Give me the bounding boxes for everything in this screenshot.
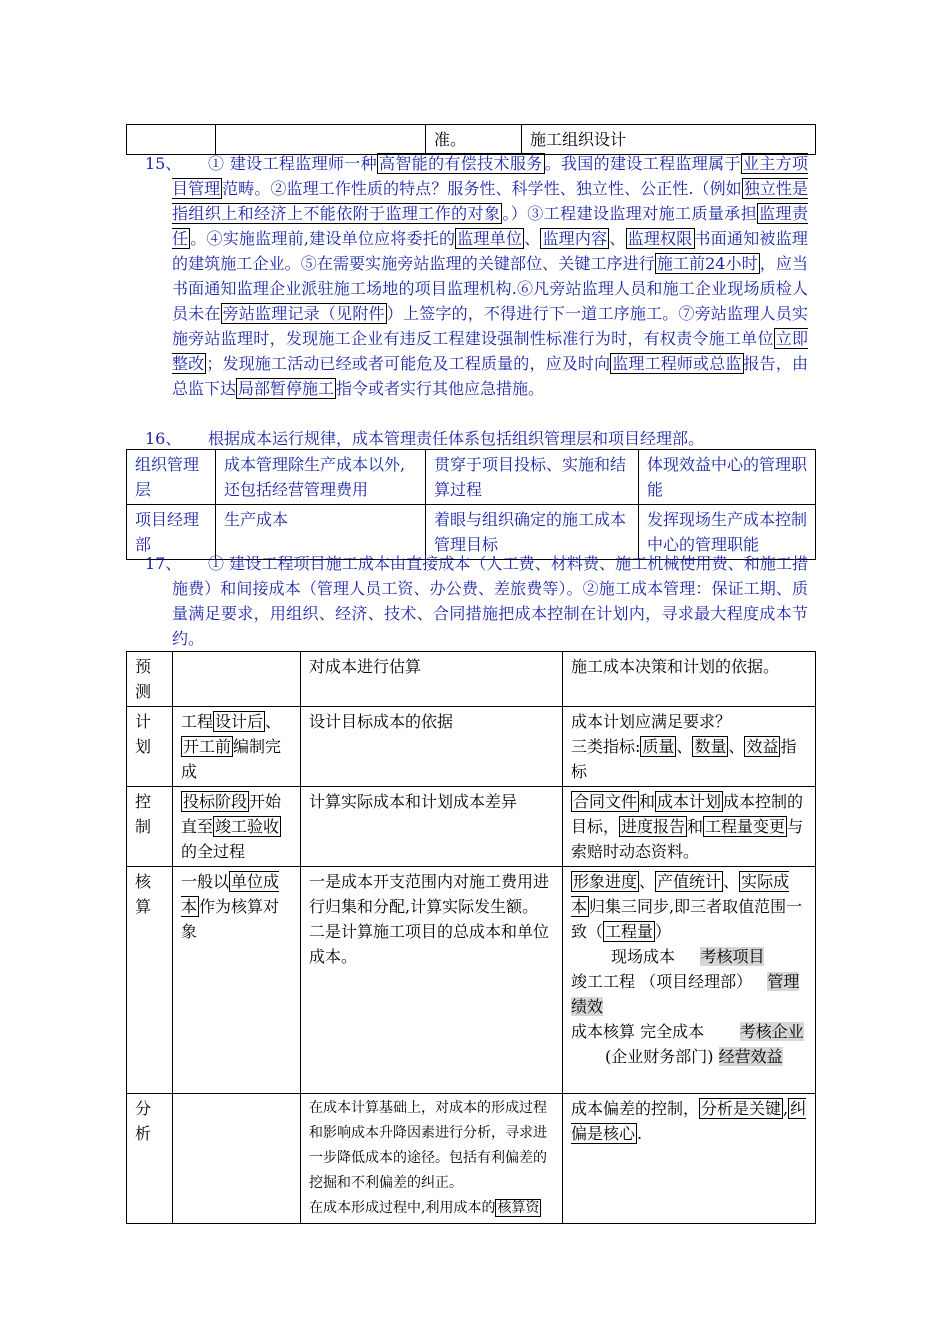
table-cell: 核算: [127, 867, 173, 1094]
text: 、: [723, 872, 740, 891]
text: 成本计划应满足要求？: [571, 712, 732, 731]
table-cell: 施工组织设计: [522, 125, 816, 155]
table-cell: 准。: [426, 125, 522, 155]
text: 、: [609, 229, 626, 248]
table-cell: [173, 787, 301, 867]
boxed-term: 投标阶段: [183, 792, 248, 811]
table-cell: 预测: [127, 652, 173, 707]
text: 。④实施监理前,建设单位应将委托的: [190, 229, 456, 248]
table-cell: 一是成本开支范围内对施工费用进行归集和分配,计算实际发生额。二是计算施工项目的总成本和单位成本。: [301, 867, 563, 1094]
boxed-term: 工程量: [605, 922, 654, 941]
text: 归集三同步,即三者取值范围一致（: [571, 897, 803, 941]
text: 书面通知被监理的建筑施工企业。⑤在需要实施旁站监理的关键部位、关键工序进行: [172, 229, 808, 273]
boxed-term: 施工前24小时: [656, 254, 758, 273]
boxed-term: 数量: [694, 737, 727, 756]
boxed-term: 纠偏是核心: [571, 1099, 807, 1143]
text: 作为核算对象: [181, 897, 280, 941]
text: 、: [728, 737, 745, 756]
text: 、: [524, 229, 541, 248]
boxed-term: 合同文件: [573, 792, 638, 811]
text: 指令或者实行其他应急措施。: [336, 379, 545, 398]
text: ① 建设工程监理师一种: [208, 154, 378, 173]
boxed-term: 监理权限: [627, 229, 693, 248]
table-row: [127, 450, 816, 505]
shaded-term: 经营效益: [718, 1047, 783, 1066]
table-cell: [173, 652, 301, 707]
boxed-term: 成本计划: [657, 792, 722, 811]
assessment-line: [571, 1044, 807, 1069]
table-cell: 生产成本: [216, 505, 426, 560]
cost-management-table: [126, 651, 816, 1224]
paragraph-17: ① 建设工程项目施工成本由直接成本（人工费、材料费、施工机械使用费、和施工措施费）和间接成本（管理人员工资、办公费、差旅费等）。②施工成本管理：保证工期、质量满足要求，用组织、经济、技术、合同措施把成本控制在计划内，寻求最大程度成本节约。: [172, 554, 808, 648]
item-number-16: 16、: [145, 429, 182, 448]
table-cell: [301, 1094, 563, 1224]
boxed-term: 分析是关键: [701, 1099, 782, 1118]
text: 。我国的建设工程监理属于: [544, 154, 741, 173]
shaded-term: 管理绩效: [571, 972, 800, 1016]
table-cell: [173, 707, 301, 787]
text: (企业财务部门): [605, 1047, 714, 1066]
table-cell: 体现效益中心的管理职能: [639, 450, 816, 505]
text: ，应当书面通知监理企业派驻施工场地的项目监理机构.⑥凡旁站监理人员和施工企业现场质检人员未在: [172, 254, 808, 323]
table-cell: [127, 125, 216, 155]
boxed-term: 监理内容: [542, 229, 608, 248]
text: 开始直至: [181, 792, 282, 836]
boxed-term: 旁站监理记录（见附件: [222, 304, 385, 323]
text: 、: [676, 737, 693, 756]
table-cell: 计算实际成本和计划成本差异: [301, 787, 563, 867]
table-cell: [173, 867, 301, 1094]
boxed-term: 独立性是指组织上和经济上不能依附于监理工作的对象: [172, 179, 808, 223]
text: 指标: [571, 737, 797, 781]
boxed-term: 产值统计: [657, 872, 722, 891]
table-cell: [563, 787, 816, 867]
shaded-term: 考核企业: [739, 1022, 804, 1041]
table-cell: 控制: [127, 787, 173, 867]
boxed-term: 工程量变更: [705, 817, 786, 836]
paragraph-15: [172, 151, 808, 401]
boxed-term: 进度报告: [621, 817, 686, 836]
boxed-term: 开工前: [183, 737, 232, 756]
text: ）上签字的，不得进行下一道工序施工。⑦旁站监理人员实施旁站监理时，发现施工企业有违反工程建设强制性标准行为时，有权责令施工单位: [172, 304, 808, 348]
boxed-term: 监理责任: [172, 204, 808, 248]
table-cell: 对成本进行估算: [301, 652, 563, 707]
table-cell: 发挥现场生产成本控制中心的管理职能: [639, 505, 816, 560]
shaded-term: 考核项目: [700, 947, 765, 966]
boxed-term: 立即整改: [172, 329, 808, 373]
text: ；发现施工活动已经或者可能危及工程质量的，应及时向: [206, 354, 611, 373]
text: 一般以: [181, 872, 230, 891]
item-number-17: 17、: [145, 554, 182, 573]
table-cell: 贯穿于项目投标、实施和结算过程: [426, 450, 639, 505]
table-row: [127, 787, 816, 867]
text: 在成本形成过程中,利用成本的: [309, 1200, 496, 1216]
text: 现场成本: [611, 947, 676, 966]
text: 竣工工程 （项目经理部）: [571, 972, 753, 991]
item-number-15: 15、: [145, 154, 182, 173]
table-cell: 着眼与组织确定的施工成本管理目标: [426, 505, 639, 560]
text: 成本核算 完全成本: [571, 1022, 705, 1041]
text: 编制完成: [181, 737, 282, 781]
assessment-line: [571, 1019, 807, 1044]
table-cell: [563, 1094, 816, 1224]
text: 成本控制的目标，: [571, 792, 804, 836]
table-cell: [563, 867, 816, 1094]
text: 与索赔时动态资料。: [571, 817, 804, 861]
text: 工程: [181, 712, 214, 731]
text: ）: [655, 922, 672, 941]
assessment-line: [571, 944, 807, 969]
boxed-term: 监理工程师或总监: [612, 354, 742, 373]
text: ,: [783, 1099, 789, 1118]
table-row: [127, 867, 816, 1094]
text: 、: [639, 872, 656, 891]
boxed-term: 实际成本: [571, 872, 790, 916]
boxed-term: 高智能的有偿技术服务: [379, 154, 543, 173]
boxed-term: 监理单位: [457, 229, 523, 248]
table-cell: 施工成本决策和计划的依据。: [563, 652, 816, 707]
text: 范畴。②监理工作性质的特点？服务性、科学性、独立性、公正性.（例如: [222, 179, 742, 198]
boxed-term: 核算资: [497, 1200, 540, 1216]
table-cell: [173, 1094, 301, 1224]
text: 。）③工程建设监理对施工质量承担: [502, 204, 758, 223]
text: .: [637, 1124, 643, 1143]
table-cell: 组织管理层: [127, 450, 216, 505]
text: 在成本计算基础上，对成本的形成过程和影响成本升降因素进行分析，寻求进一步降低成本的途径。包括有利偏差的挖掘和不利偏差的纠正。: [309, 1100, 547, 1191]
table-cell: 项目经理部: [127, 505, 216, 560]
text: 和: [639, 792, 656, 811]
text: 三类指标:: [571, 737, 641, 756]
boxed-term: 竣工验收: [215, 817, 280, 836]
assessment-line: [571, 969, 807, 1019]
table-cell: [216, 125, 426, 155]
table-row: [127, 1094, 816, 1224]
text: 的全过程: [181, 842, 246, 861]
boxed-term: 单位成本: [181, 872, 280, 916]
responsibility-table: [126, 449, 816, 560]
text: 和: [687, 817, 704, 836]
boxed-term: 效益: [746, 737, 779, 756]
boxed-term: 业主方项目管理: [172, 154, 808, 198]
text: 、: [265, 712, 282, 731]
boxed-term: 局部暂停施工: [238, 379, 335, 398]
boxed-term: 形象进度: [573, 872, 638, 891]
boxed-term: 设计后: [215, 712, 264, 731]
table-row: [127, 125, 816, 155]
table-cell: [563, 707, 816, 787]
table-row: [127, 707, 816, 787]
boxed-term: 质量: [642, 737, 675, 756]
text: 报告，由总监下达: [172, 354, 808, 398]
table-cell: 成本管理除生产成本以外,还包括经营管理费用: [216, 450, 426, 505]
table-cell: 设计目标成本的依据: [301, 707, 563, 787]
text: 成本偏差的控制，: [571, 1099, 700, 1118]
paragraph-16: 根据成本运行规律，成本管理责任体系包括组织管理层和项目经理部。: [208, 429, 705, 448]
table-cell: 分析: [127, 1094, 173, 1224]
table-cell: 计划: [127, 707, 173, 787]
table-row: [127, 652, 816, 707]
